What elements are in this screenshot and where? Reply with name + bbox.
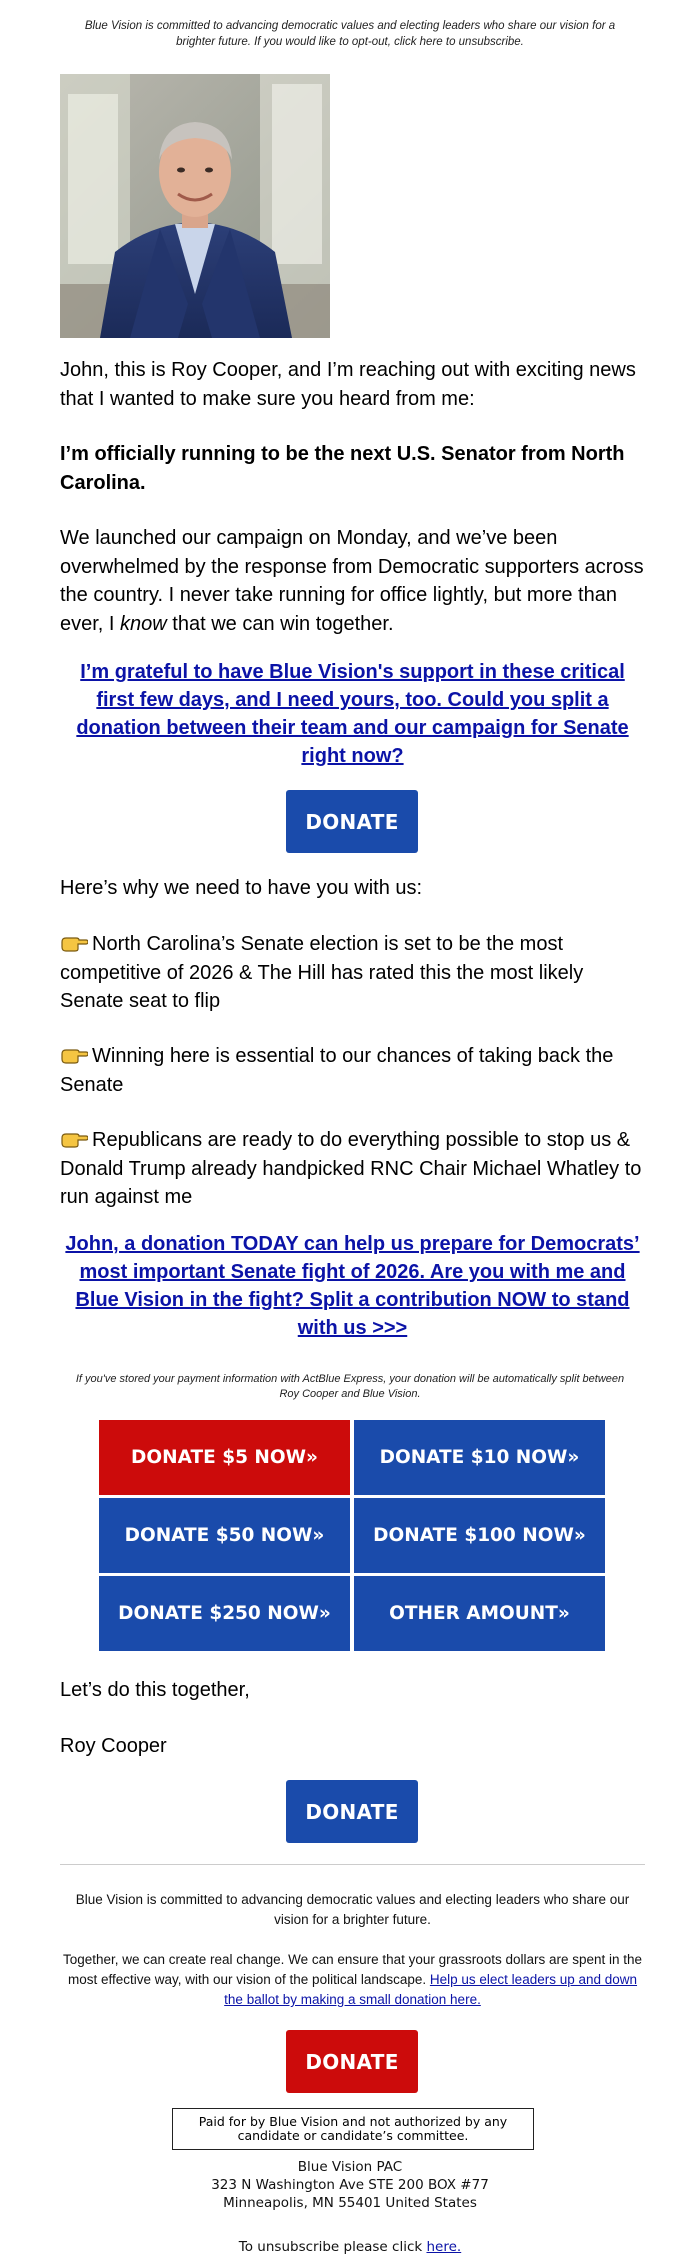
bullet-item [60,930,645,1016]
donate-5-button[interactable]: DONATE $5 NOW» [99,1420,350,1495]
portrait-photo [60,74,330,338]
cta-link-donation-today[interactable]: John, a donation TODAY can help us prepare for Democrats’ most important Senate fight of 2026. Are you with me and Blue Vision in the fight? Split a contribution NOW to stand with us >>> [65,1233,640,1339]
address-line-2: Minneapolis, MN 55401 United States [223,2195,477,2211]
pointing-hand-icon [60,1046,88,1064]
unsubscribe-link[interactable]: here. [426,2239,462,2255]
pointing-hand-icon [60,934,88,952]
signature: Roy Cooper [60,1735,167,1757]
footer-donate-link[interactable]: Help us elect leaders up and down the ballot by making a small donation here. [224,1972,638,2007]
other-amount-button[interactable]: OTHER AMOUNT» [354,1576,605,1651]
actblue-note: If you've stored your payment information with ActBlue Express, your donation will be automatically split between Roy Cooper and Blue Vision. [75,1373,625,1400]
bullet-text: Republicans are ready to do everything possible to stop us & Donald Trump already handpicked RNC Chair Michael Whatley to run against me [60,1129,642,1208]
footer-donate-button[interactable]: DONATE [286,2030,418,2093]
campaign-text-end: that we can win together. [166,612,394,635]
unsubscribe-line [100,2238,600,2256]
bullet-item [60,1126,645,1212]
donate-button-bottom[interactable]: DONATE [286,1780,418,1843]
donate-250-button[interactable]: DONATE $250 NOW» [99,1576,350,1651]
footer-divider [60,1864,645,1865]
footer-mission: Blue Vision is committed to advancing democratic values and electing leaders who share our vision for a brighter future. [75,1892,630,1927]
bullet-text: North Carolina’s Senate election is set to be the most competitive of 2026 & The Hill has rated this the most likely Senate seat to flip [60,933,584,1012]
donate-50-button[interactable]: DONATE $50 NOW» [99,1498,350,1573]
paid-for-text: Paid for by Blue Vision and not authorized by any candidate or candidate’s committee. [198,2114,508,2143]
intro-paragraph: John, this is Roy Cooper, and I’m reaching out with exciting news that I wanted to make sure you heard from me: [60,359,636,410]
donate-100-button[interactable]: DONATE $100 NOW» [354,1498,605,1573]
donation-amount-grid [99,1420,605,1652]
announcement-paragraph: I’m officially running to be the next U.S. Senator from North Carolina. [60,443,625,494]
bullet-text: Winning here is essential to our chances of taking back the Senate [60,1045,614,1096]
campaign-text-start: We launched our campaign on Monday, and we’ve been overwhelmed by the response from Democratic supporters across the country. I never take running for office lightly, but more than ever, I [60,527,644,635]
closing-line: Let’s do this together, [60,1679,250,1701]
emphasis-know: know [120,612,167,635]
top-disclaimer[interactable]: Blue Vision is committed to advancing democratic values and electing leaders who share our vision for a brighter future. If you would like to opt-out, click here to unsubscribe. [84,20,616,48]
pointing-hand-icon [60,1130,88,1148]
campaign-paragraph [60,524,645,638]
address-line-1: 323 N Washington Ave STE 200 BOX #77 [211,2177,489,2193]
portrait-photo-icon [60,74,330,338]
why-heading: Here’s why we need to have you with us: [60,877,423,899]
footer-together-text: Together, we can create real change. We can ensure that your grassroots dollars are spent in the most effective way, with our vision of the political landscape. [62,1952,643,1987]
unsubscribe-text: To unsubscribe please click [238,2239,427,2255]
footer-together [60,1950,645,2010]
cta-link-grateful[interactable]: I’m grateful to have Blue Vision's support in these critical first few days, and I need yours, too. Could you split a donation between their team and our campaign for Senate right now? [76,661,629,767]
bullet-item [60,1042,645,1099]
donate-10-button[interactable]: DONATE $10 NOW» [354,1420,605,1495]
donate-button[interactable]: DONATE [286,790,418,853]
paid-for-disclaimer [172,2108,534,2150]
org-name: Blue Vision PAC [297,2159,403,2175]
